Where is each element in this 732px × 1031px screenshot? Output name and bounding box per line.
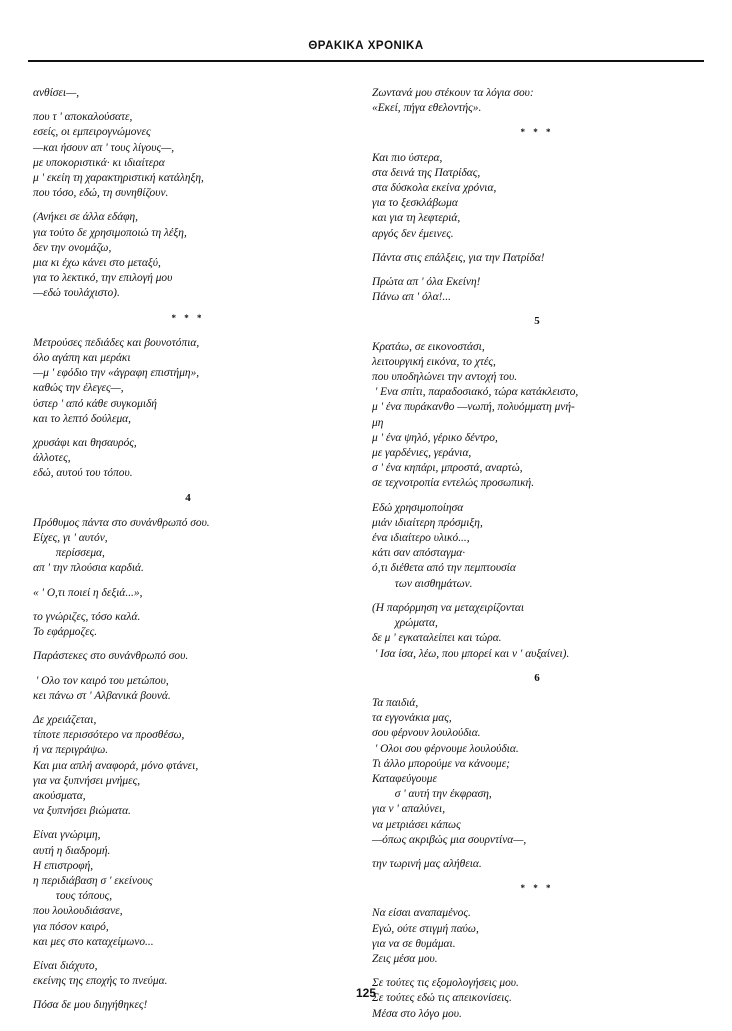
poem-line: για να σε θυμάμαι. bbox=[372, 937, 456, 950]
section-number: 6 bbox=[534, 671, 540, 684]
poem-line: εσείς, οι εμπειρογνώμονες bbox=[33, 126, 151, 139]
poem-line: δεν την ονομάζω, bbox=[33, 241, 112, 254]
poem-line: ακούσματα, bbox=[33, 789, 86, 802]
stanza bbox=[372, 151, 702, 242]
poem-line: « ' Ο,τι ποιεί η δεξιά...», bbox=[33, 586, 143, 599]
poem-line: Μετρούσες πεδιάδες και βουνοτόπια, bbox=[33, 336, 200, 349]
poem-line: τους τόπους, bbox=[33, 890, 113, 903]
poem-line: με υποκοριστικά· κι ιδιαίτερα bbox=[33, 156, 165, 169]
poem-line: για πόσον καιρό, bbox=[33, 920, 109, 933]
stanza bbox=[33, 516, 343, 577]
poem-line: Ζεις μέσα μου. bbox=[372, 952, 438, 965]
poem-line: σ ' ένα κηπάρι, μπροστά, αναρτώ, bbox=[372, 462, 523, 475]
poem-line: των αισθημάτων. bbox=[372, 577, 473, 590]
stanza bbox=[33, 86, 343, 101]
poem-line: ' Ολοι σου φέρνουμε λουλούδια. bbox=[372, 742, 519, 755]
poem-line: καθώς την έλεγες—, bbox=[33, 382, 124, 395]
stanza bbox=[33, 998, 343, 1013]
poem-line: Και πιο ύστερα, bbox=[372, 151, 443, 164]
stanza bbox=[372, 501, 702, 592]
poem-line: σου φέρνουν λουλούδια. bbox=[372, 727, 481, 740]
right-column bbox=[372, 86, 702, 1031]
section-separator: * * * bbox=[520, 883, 554, 894]
poem-line: στα δύσκολα εκείνα χρόνια, bbox=[372, 182, 497, 195]
poem-line: να μετριάσει κάπως bbox=[372, 818, 461, 831]
poem-line: (Ανήκει σε άλλα εδάφη, bbox=[33, 211, 138, 224]
poem-line: σ ' αυτή την έκφραση, bbox=[372, 788, 492, 801]
poem-line: δε μ ' εγκαταλείπει και τώρα. bbox=[372, 632, 502, 645]
poem-line: «Εκεί, πήγα εθελοντής». bbox=[372, 102, 482, 115]
poem-line: —και ήσουν απ ' τους λίγους—, bbox=[33, 141, 175, 154]
poem-line: μη bbox=[372, 416, 384, 429]
section-number: 4 bbox=[185, 491, 191, 504]
stanza bbox=[33, 586, 343, 601]
stanza bbox=[372, 340, 702, 492]
section-separator: * * * bbox=[520, 127, 554, 138]
poem-line: μ ' ένα ψηλό, γέρικο δέντρο, bbox=[372, 431, 498, 444]
poem-line: Είναι γνώριμη, bbox=[33, 829, 101, 842]
stanza bbox=[33, 610, 343, 640]
poem-line: ανθίσει—, bbox=[33, 87, 80, 99]
poem-line: Κρατάω, σε εικονοστάσι, bbox=[372, 340, 485, 353]
poem-line: ' Ολο τον καιρό του μετώπου, bbox=[33, 674, 169, 687]
poem-line: Και μια απλή αναφορά, μόνο φτάνει, bbox=[33, 759, 199, 772]
poem-line: με γαρδένιες, γεράνια, bbox=[372, 447, 472, 460]
poem-line: Πρώτα απ ' όλα Εκείνη! bbox=[372, 276, 481, 289]
stanza bbox=[372, 251, 702, 266]
poem-line: που λουλουδιάσανε, bbox=[33, 905, 123, 918]
stanza bbox=[372, 601, 702, 662]
poem-line: ' Ενα σπίτι, παραδοσιακό, τώρα κατάκλειστο, bbox=[372, 386, 579, 399]
poem-line: και για τη λεφτεριά, bbox=[372, 212, 461, 225]
stanza bbox=[33, 336, 343, 427]
poem-line: στα δεινά της Πατρίδας, bbox=[372, 166, 481, 179]
poem-line: εκείνης της εποχής το πνεύμα. bbox=[33, 975, 168, 988]
poem-line: η περιδιάβαση σ ' εκείνους bbox=[33, 874, 153, 887]
poem-line: Είναι διάχυτο, bbox=[33, 959, 98, 972]
poem-line: που τόσο, εδώ, τη συνηθίζουν. bbox=[33, 187, 169, 200]
poem-line: μιάν ιδιαίτερη πρόσμιξη, bbox=[372, 516, 483, 529]
poem-line: περίσσεμα, bbox=[33, 547, 105, 560]
poem-line: για το ξεσκλάβωμα bbox=[372, 197, 458, 210]
poem-line: τα εγγονάκια μας, bbox=[372, 712, 452, 725]
poem-line: λειτουργική εικόνα, το χτές, bbox=[372, 355, 496, 368]
stanza bbox=[372, 696, 702, 848]
poem-line: Τι άλλο μπορούμε να κάνουμε; bbox=[372, 757, 510, 770]
poem-line: κει πάνω στ ' Αλβανικά βουνά. bbox=[33, 689, 171, 702]
poem-line: Εγώ, ούτε στιγμή παύω, bbox=[372, 922, 479, 935]
poem-line: να ξυπνήσει βιώματα. bbox=[33, 805, 131, 818]
poem-line: Τα παιδιά, bbox=[372, 696, 419, 709]
poem-line: Η επιστροφή, bbox=[33, 859, 94, 872]
poem-line: την τωρινή μας αλήθεια. bbox=[372, 857, 482, 870]
poem-line: αργός δεν έμεινες. bbox=[372, 227, 454, 240]
poem-line: όλο αγάπη και μεράκι bbox=[33, 352, 131, 365]
poem-line: Ζωντανά μου στέκουν τα λόγια σου: bbox=[372, 87, 534, 99]
poem-line: (Η παρόρμηση να μεταχειρίζονται bbox=[372, 601, 525, 614]
poem-line: το γνώριζες, τόσο καλά. bbox=[33, 610, 141, 623]
poem-line: —μ ' εφόδιο την «άγραφη επιστήμη», bbox=[33, 367, 200, 380]
page-number: 125 bbox=[355, 986, 377, 1000]
stanza bbox=[33, 959, 343, 989]
poem-line: και το λεπτό δούλεμα, bbox=[33, 412, 132, 425]
section-separator: * * * bbox=[171, 312, 205, 323]
stanza bbox=[33, 436, 343, 482]
poem-line: μ ' εκείη τη χαρακτηριστική κατάληξη, bbox=[33, 172, 204, 185]
poem-line: κάτι σαν απόσταγμα· bbox=[372, 547, 466, 560]
poem-line: σε τεχνοτροπία εντελώς προσωπική. bbox=[372, 477, 535, 490]
poem-line: ' Ισα ίσα, λέω, που μπορεί και ν ' αυξαίνει). bbox=[372, 647, 570, 660]
stanza bbox=[33, 674, 343, 704]
poem-line: ένα ιδιαίτερο υλικό..., bbox=[372, 532, 470, 545]
poem-line: Πρόθυμος πάντα στο συνάνθρωπό σου. bbox=[33, 516, 210, 529]
poem-line: ό,τι διέθετα από την πεμπτουσία bbox=[372, 562, 516, 575]
stanza bbox=[372, 86, 702, 116]
poem-line: —εδώ τουλάχιστο). bbox=[33, 287, 120, 300]
poem-line: τίποτε περισσότερο να προσθέσω, bbox=[33, 729, 185, 742]
left-column bbox=[33, 86, 343, 1023]
stanza bbox=[33, 210, 343, 301]
poem-line: Μέσα στο λόγο μου. bbox=[372, 1007, 462, 1020]
stanza bbox=[372, 275, 702, 305]
poem-line: και μες στο καταχείμωνο... bbox=[33, 935, 154, 948]
poem-line: εδώ, αυτού του τόπου. bbox=[33, 467, 133, 480]
poem-line: Εδώ χρησιμοποίησα bbox=[372, 501, 464, 514]
section-number: 5 bbox=[534, 315, 540, 328]
poem-line: χρυσάφι και θησαυρός, bbox=[33, 437, 137, 450]
poem-line: Καταφεύγουμε bbox=[372, 772, 437, 785]
poem-line: για ν ' απαλύνει, bbox=[372, 803, 446, 816]
poem-line: χρώματα, bbox=[372, 617, 438, 630]
poem-line: που υποδηλώνει την αντοχή του. bbox=[372, 371, 518, 384]
running-header: ΘΡΑΚΙΚΑ ΧΡΟΝΙΚΑ bbox=[28, 38, 704, 62]
stanza bbox=[33, 649, 343, 664]
poem-line: άλλοτες, bbox=[33, 452, 71, 465]
poem-line: για το λεκτικό, την επιλογή μου bbox=[33, 272, 173, 285]
stanza bbox=[372, 906, 702, 967]
poem-line: ύστερ ' από κάθε συγκομιδή bbox=[33, 397, 157, 410]
poem-line: αυτή η διαδρομή. bbox=[33, 844, 111, 857]
stanza bbox=[372, 857, 702, 872]
poem-line: που τ ' αποκαλούσατε, bbox=[33, 111, 133, 124]
stanza bbox=[33, 828, 343, 950]
poem-line: Να είσαι αναπαμένος. bbox=[372, 907, 471, 920]
poem-line: Σε τούτες τις εξομολογήσεις μου. bbox=[372, 977, 519, 990]
poem-line: Δε χρειάζεται, bbox=[33, 713, 97, 726]
poem-line: Πάντα στις επάλξεις, για την Πατρίδα! bbox=[372, 251, 545, 264]
poem-line: —όπως ακριβώς μια σουρντίνα—, bbox=[372, 833, 527, 846]
poem-line: απ ' την πλούσια καρδιά. bbox=[33, 562, 144, 575]
poem-line: ή να περιγράψω. bbox=[33, 744, 109, 757]
poem-line: Πάνω απ ' όλα!... bbox=[372, 291, 451, 304]
poem-line: Παράστεκες στο συνάνθρωπό σου. bbox=[33, 650, 189, 663]
poem-line: για τούτο δε χρησιμοποιώ τη λέξη, bbox=[33, 226, 187, 239]
poem-line: μ ' ένα πυράκανθο —νωπή, πολυόμματη μνή- bbox=[372, 401, 575, 414]
poem-line: Το εφάρμοζες. bbox=[33, 626, 98, 639]
poem-line: Είχες, γι ' αυτόν, bbox=[33, 532, 108, 545]
poem-line: για να ξυπνήσει μνήμες, bbox=[33, 774, 141, 787]
poem-line: Σε τούτες εδώ τις απεικονίσεις. bbox=[372, 992, 512, 1005]
stanza bbox=[33, 110, 343, 201]
stanza bbox=[33, 713, 343, 819]
poem-line: μια κι έχω κάνει στο μεταξύ, bbox=[33, 257, 161, 270]
poem-line: Πόσα δε μου διηγήθηκες! bbox=[33, 999, 148, 1012]
